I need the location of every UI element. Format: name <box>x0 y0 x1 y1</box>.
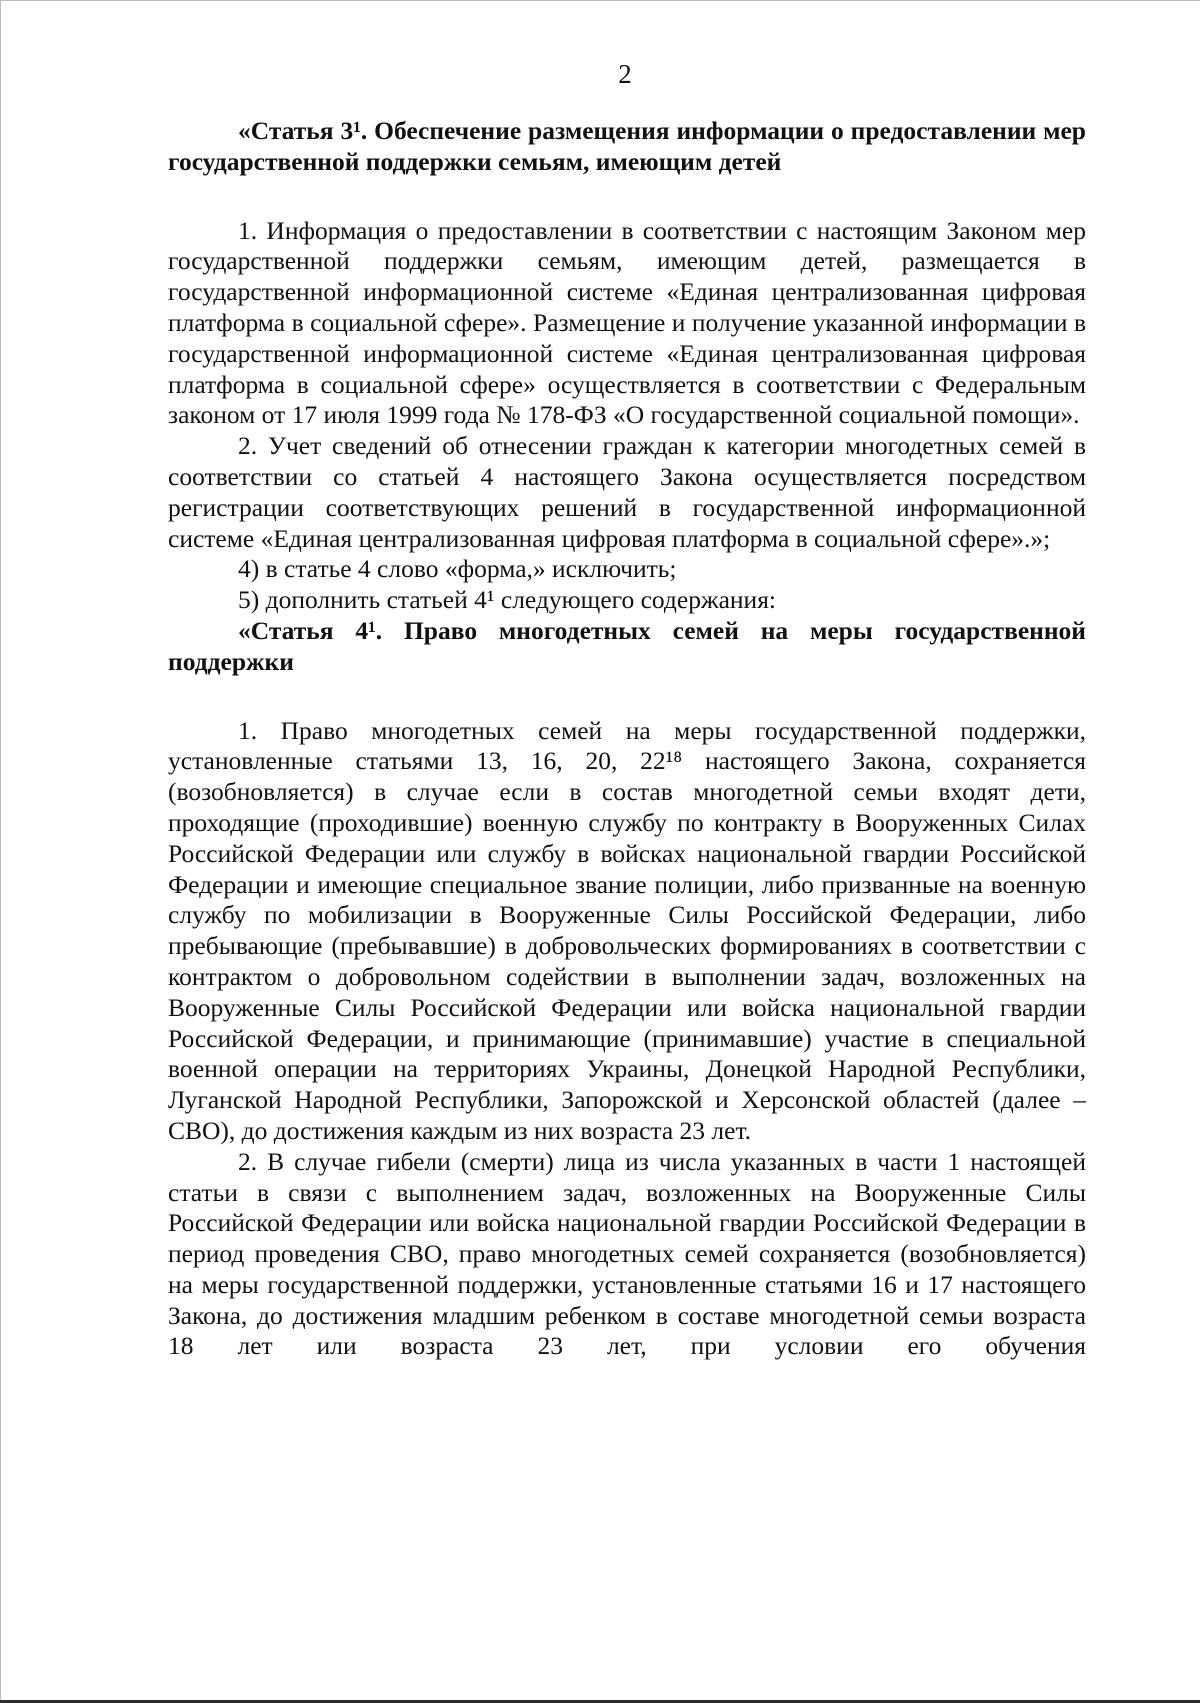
article-3-1-heading: «Статья 3¹. Обеспечение размещения информации о предоставлении мер государственной поддержки семьям, имеющим детей <box>168 116 1086 176</box>
article-4-1-heading: «Статья 4¹. Право многодетных семей на меры государственной поддержки <box>168 615 1086 676</box>
page-number: 2 <box>618 59 632 89</box>
scan-edge-left <box>0 0 1 1703</box>
article-4-1-part-1: 1. Право многодетных семей на меры государственной поддержки, установленные статьями 13, 16, 20, 22¹⁸ настоящего Закона, сохраняется (возобновляется) в случае если в состав многодетной семьи входят дети, проходящие (проходившие) военную службу по контракту в Вооруженных Силах Российской Федерации или службу в войсках национальной гвардии Российской Федерации и имеющие специальное звание полиции, либо призванные на военную службу по мобилизации в Вооруженные Силы Российской Федерации, либо пребывающие (пребывавшие) в добровольческих формированиях в соответствии с контрактом о добровольном содействии в выполнении задач, возложенных на Вооруженные Силы Российской Федерации или войска национальной гвардии Российской Федерации, и принимающие (принимавшие) участие в специальной военной операции на территориях Украины, Донецкой Народной Республики, Луганской Народной Республики, Запорожской и Херсонской областей (далее – СВО), до достижения каждым из них возраста 23 лет. <box>168 715 1086 1145</box>
article-3-1-part-1: 1. Информация о предоставлении в соответствии с настоящим Законом мер государственной поддержки семьям, имеющим детей, размещается в государственной информационной системе «Единая централизованная цифровая платформа в социальной сфере». Размещение и получение указанной информации в государственной информационной системе «Единая централизованная цифровая платформа в социальной сфере» осуществляется в соответствии с Федеральным законом от 17 июля 1999 года № 178-ФЗ «О государственной социальной помощи». <box>168 215 1086 430</box>
article-3-1-part-2: 2. Учет сведений об отнесении граждан к категории многодетных семей в соответствии со статьей 4 настоящего Закона осуществляется посредством регистрации соответствующих решений в государственной информационной системе «Единая централизованная цифровая платформа в социальной сфере».»; <box>168 431 1086 553</box>
spacer <box>168 178 1086 216</box>
amendment-item-4: 4) в статье 4 слово «форма,» исключить; <box>238 554 677 584</box>
document-body <box>168 116 1086 1362</box>
scan-edge-top <box>0 0 1200 1</box>
amendment-item-5: 5) дополнить статьей 4¹ следующего содержания: <box>238 585 777 615</box>
spacer <box>168 678 1086 716</box>
article-4-1-part-2: 2. В случае гибели (смерти) лица из числа указанных в части 1 настоящей статьи в связи с выполнением задач, возложенных на Вооруженные Силы Российской Федерации или войска национальной гвардии Российской Федерации в период проведения СВО, право многодетных семей сохраняется (возобновляется) на меры государственной поддержки, установленные статьями 16 и 17 настоящего Закона, до достижения младшим ребенком в составе многодетной семьи возраста 18 лет или возраста 23 лет, при условии его обучения <box>168 1146 1086 1361</box>
